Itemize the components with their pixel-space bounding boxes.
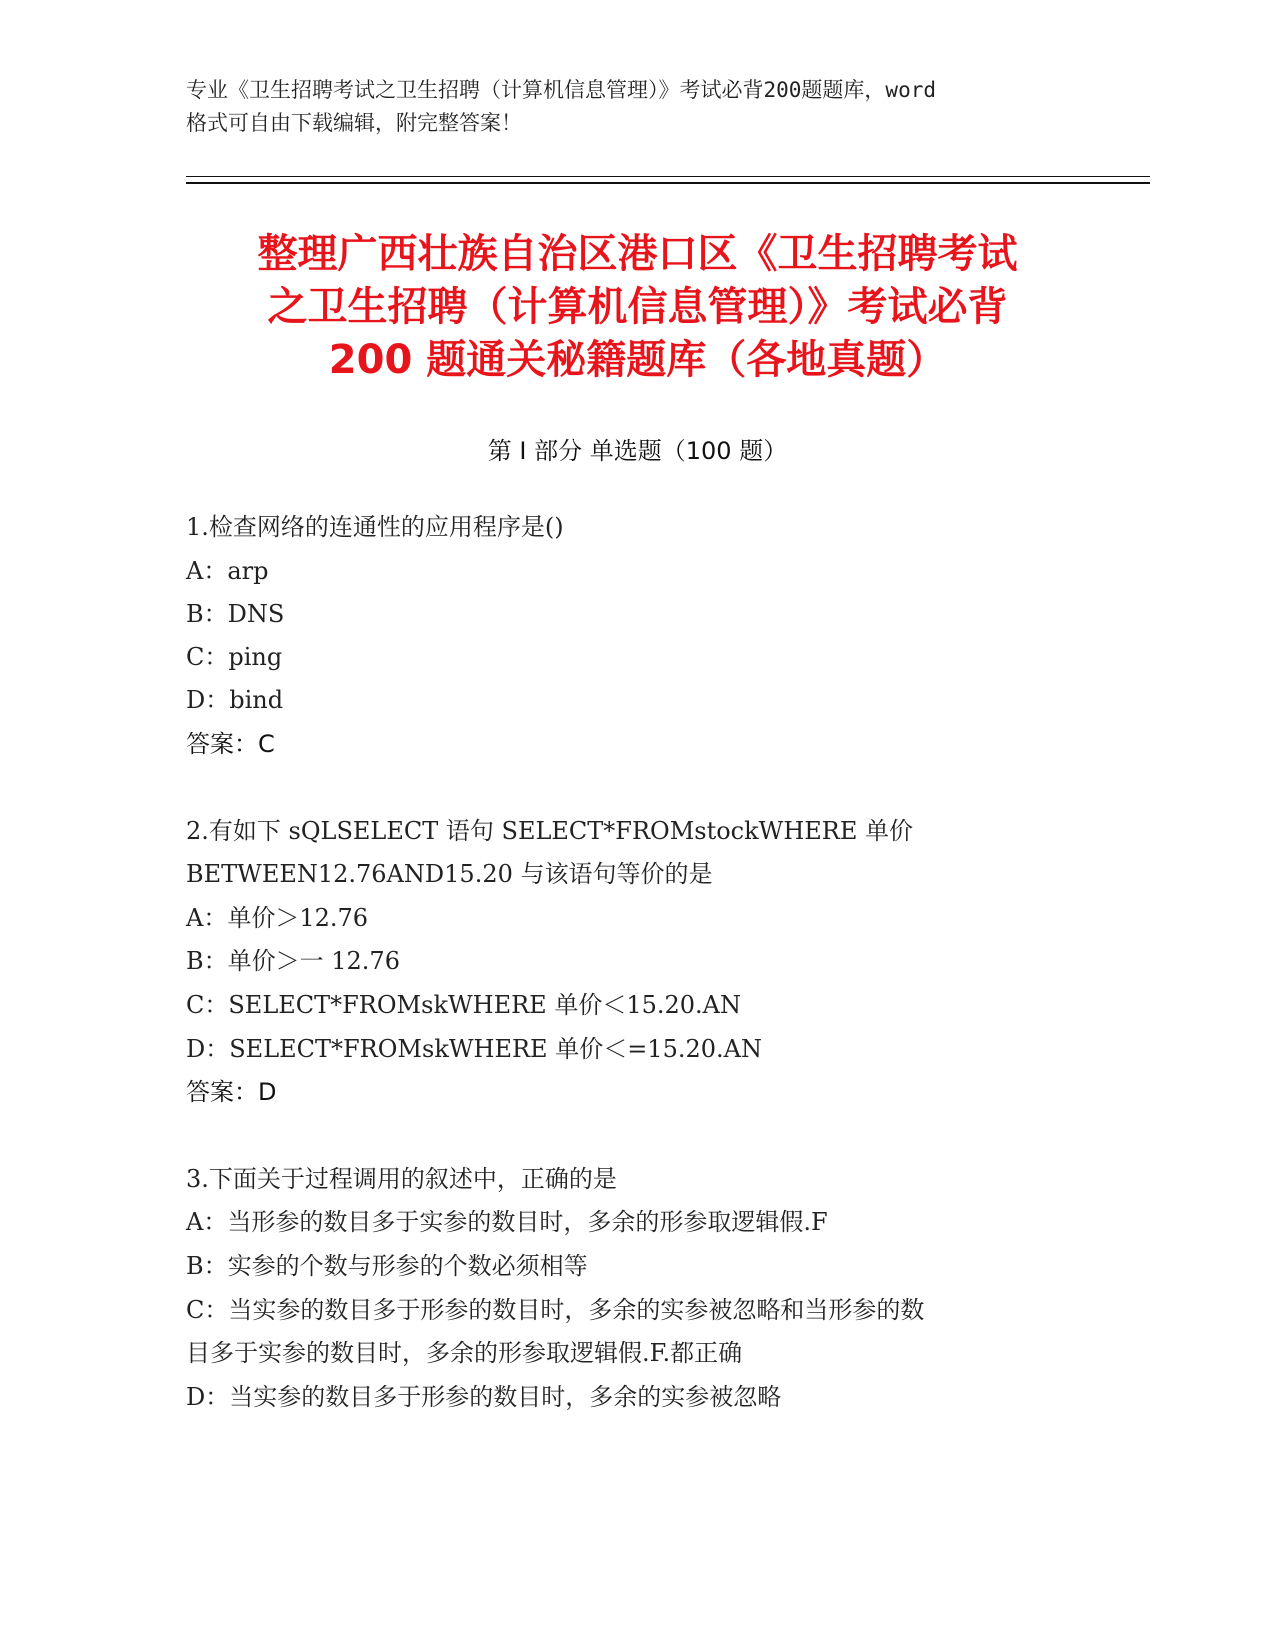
header-note xyxy=(186,74,1086,140)
question-1-option-a: A：arp xyxy=(186,557,269,585)
header-divider-bottom xyxy=(186,182,1150,184)
question-2-stem-line-2: BETWEEN12.76AND15.20 与该语句等价的是 xyxy=(186,860,713,888)
question-1-stem: 1.检查网络的连通性的应用程序是() xyxy=(186,513,564,541)
question-1-option-d: D：bind xyxy=(186,686,284,714)
question-3-option-d: D：当实参的数目多于形参的数目时，多余的实参被忽略 xyxy=(186,1383,782,1411)
question-2-option-c: C：SELECT*FROMskWHERE 单价＜15.20.AN xyxy=(186,991,741,1019)
question-3-option-a: A：当形参的数目多于实参的数目时，多余的形参取逻辑假.F xyxy=(186,1208,828,1236)
header-note-line-1: 专业《卫生招聘考试之卫生招聘（计算机信息管理）》考试必背200题题库，word xyxy=(186,78,936,102)
question-1-option-b: B：DNS xyxy=(186,600,285,628)
question-3-option-c-line-2: 目多于实参的数目时，多余的形参取逻辑假.F.都正确 xyxy=(186,1339,743,1367)
question-2-option-d: D：SELECT*FROMskWHERE 单价＜=15.20.AN xyxy=(186,1035,762,1063)
header-note-line-2: 格式可自由下载编辑，附完整答案！ xyxy=(186,111,522,135)
question-3-option-b: B：实参的个数与形参的个数必须相等 xyxy=(186,1252,588,1280)
question-3-stem: 3.下面关于过程调用的叙述中，正确的是 xyxy=(186,1165,617,1193)
question-1-option-c: C：ping xyxy=(186,643,283,671)
title-line-3: 200 题通关秘籍题库（各地真题） xyxy=(328,337,947,383)
document-title xyxy=(150,228,1125,387)
question-2-option-b: B：单价＞一 12.76 xyxy=(186,947,400,975)
question-2-answer: 答案：D xyxy=(186,1078,277,1106)
question-2-option-a: A：单价＞12.76 xyxy=(186,904,369,932)
question-1-answer: 答案：C xyxy=(186,730,275,758)
question-3-option-c-line-1: C：当实参的数目多于形参的数目时，多余的实参被忽略和当形参的数 xyxy=(186,1296,925,1324)
title-line-2: 之卫生招聘（计算机信息管理）》考试必背 xyxy=(267,284,1008,330)
title-line-1: 整理广西壮族自治区港口区《卫生招聘考试 xyxy=(257,231,1018,277)
question-2-stem-line-1: 2.有如下 sQLSELECT 语句 SELECT*FROMstockWHERE 单价 xyxy=(186,817,913,845)
header-divider-top xyxy=(186,176,1150,177)
section-heading: 第 I 部分 单选题（100 题） xyxy=(487,437,788,465)
